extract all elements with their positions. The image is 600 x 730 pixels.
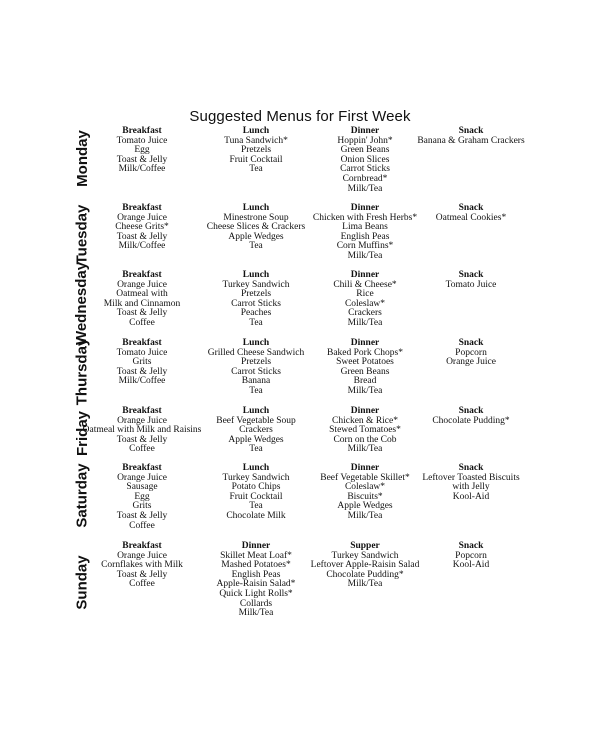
menu-item: Apple Wedges <box>337 501 393 512</box>
menu-item: Milk/Tea <box>238 608 274 619</box>
menu-item: Milk and Cinnamon <box>103 298 181 309</box>
menu-item: Milk/Tea <box>347 444 383 455</box>
menu-item: Toast & Jelly <box>116 569 168 580</box>
menu-item: Apple Wedges <box>228 231 284 242</box>
menu-item: Beef Vegetable Soup <box>216 415 296 426</box>
menu-item: Bread <box>353 376 377 387</box>
menu-item: Oatmeal with <box>116 289 168 300</box>
menu-item: Orange Juice <box>117 279 167 290</box>
menu-item: Pretzels <box>240 289 272 300</box>
menu-item: Crackers <box>348 308 382 319</box>
meal-heading: Breakfast <box>122 338 162 348</box>
menu-item: Apple-Raisin Salad* <box>216 579 296 590</box>
meal-heading: Dinner <box>350 270 380 280</box>
menu-item: Pretzels <box>240 357 272 368</box>
menu-item: Banana & Graham Crackers <box>417 135 525 146</box>
menu-item: Milk/Coffee <box>118 241 166 252</box>
menu-item: Popcorn <box>455 347 487 358</box>
menu-item: Orange Juice <box>117 415 167 426</box>
menu-item: Leftover Apple-Raisin Salad <box>310 560 420 571</box>
meal-heading: Snack <box>458 203 484 213</box>
menu-item: Milk/Tea <box>347 579 383 590</box>
menu-item: Sausage <box>126 482 158 493</box>
menu-item: Toast & Jelly <box>116 231 168 242</box>
meal-heading: Breakfast <box>122 126 162 136</box>
menu-item: Green Beans <box>340 145 390 156</box>
menu-item: with Jelly <box>452 482 490 493</box>
menu-item: Grilled Cheese Sandwich <box>207 347 305 358</box>
day-name: Monday <box>73 129 91 187</box>
menu-item: Tomato Juice <box>116 135 168 146</box>
meal-heading: Snack <box>458 541 484 551</box>
menu-item: Chocolate Pudding* <box>326 569 404 580</box>
meal-heading: Snack <box>458 463 484 473</box>
page-title: Suggested Menus for First Week <box>189 108 411 125</box>
menu-item: Apple Wedges <box>228 434 284 445</box>
menu-item: Cheese Grits* <box>115 222 169 233</box>
menu-item: Potato Chips <box>231 482 281 493</box>
menu-item: Milk/Tea <box>347 250 383 261</box>
menu-item: Hoppin' John* <box>337 135 393 146</box>
menu-item: Collards <box>239 598 273 609</box>
menu-item: Kool-Aid <box>452 560 490 571</box>
day-name: Tuesday <box>73 204 91 264</box>
menu-item: Tomato Juice <box>116 347 168 358</box>
menu-item: Cornflakes with Milk <box>101 560 183 571</box>
meal-snack <box>396 542 546 571</box>
menu-item: English Peas <box>231 569 281 580</box>
meal-snack <box>396 271 546 290</box>
menu-item: Egg <box>134 145 150 156</box>
menu-item: Peaches <box>240 308 272 319</box>
menu-item: Milk/Tea <box>347 317 383 328</box>
menu-item: Coffee <box>129 317 155 328</box>
menu-item: Turkey Sandwich <box>222 472 290 483</box>
menu-item: Milk/Coffee <box>118 164 166 175</box>
meal-heading: Breakfast <box>122 270 162 280</box>
menu-item: Fruit Cocktail <box>229 491 283 502</box>
meal-heading: Supper <box>350 541 380 551</box>
meal-snack <box>396 204 546 223</box>
menu-item: Tea <box>249 317 263 328</box>
meal-heading: Lunch <box>242 270 270 280</box>
meal-heading: Lunch <box>242 463 270 473</box>
menu-item: Orange Juice <box>117 550 167 561</box>
meal-heading: Breakfast <box>122 203 162 213</box>
menu-item: Chocolate Pudding* <box>432 415 510 426</box>
day-name: Thursday <box>73 337 91 405</box>
menu-item: Fruit Cocktail <box>229 154 283 165</box>
meal-heading: Snack <box>458 338 484 348</box>
menu-item: Orange Juice <box>446 357 496 368</box>
menu-item: Toast & Jelly <box>116 366 168 377</box>
menu-item: Coleslaw* <box>344 298 386 309</box>
menu-item: Cornbread* <box>342 173 388 184</box>
meal-heading: Dinner <box>350 406 380 416</box>
menu-item: Grits <box>132 501 152 512</box>
menu-item: Carrot Sticks <box>231 366 281 377</box>
menu-item: Green Beans <box>340 366 390 377</box>
meal-heading: Lunch <box>242 338 270 348</box>
meal-heading: Lunch <box>242 126 270 136</box>
menu-item: Baked Pork Chops* <box>327 347 403 358</box>
menu-item: Tea <box>249 385 263 396</box>
menu-item: Leftover Toasted Biscuits <box>422 472 520 483</box>
menu-item: Coffee <box>129 520 155 531</box>
meal-heading: Lunch <box>242 203 270 213</box>
menu-item: Corn Muffins* <box>336 241 394 252</box>
menu-item: Milk/Coffee <box>118 376 166 387</box>
meal-heading: Dinner <box>350 338 380 348</box>
menu-item: Coleslaw* <box>344 482 386 493</box>
menu-item: Egg <box>134 491 150 502</box>
meal-heading: Dinner <box>350 203 380 213</box>
meal-heading: Dinner <box>241 541 271 551</box>
meal-heading: Snack <box>458 126 484 136</box>
menu-item: Rice <box>356 289 374 300</box>
menu-item: Tomato Juice <box>445 279 497 290</box>
menu-item: Milk/Tea <box>347 385 383 396</box>
menu-item: Tea <box>249 501 263 512</box>
menu-item: Chocolate Milk <box>226 510 286 521</box>
menu-item: Tea <box>249 241 263 252</box>
meal-heading: Breakfast <box>122 406 162 416</box>
menu-item: Milk/Tea <box>347 510 383 521</box>
menu-item: Pretzels <box>240 145 272 156</box>
meal-heading: Breakfast <box>122 463 162 473</box>
menu-item: Orange Juice <box>117 472 167 483</box>
menu-item: Banana <box>241 376 271 387</box>
menu-item: Oatmeal with Milk and Raisins <box>82 425 202 436</box>
menu-item: Oatmeal Cookies* <box>435 212 507 223</box>
menu-item: Toast & Jelly <box>116 510 168 521</box>
menu-item: Corn on the Cob <box>333 434 397 445</box>
menu-item: Tea <box>249 164 263 175</box>
menu-item: Toast & Jelly <box>116 434 168 445</box>
menu-item: Toast & Jelly <box>116 154 168 165</box>
menu-item: Minestrone Soup <box>223 212 289 223</box>
menu-item: Skillet Meat Loaf* <box>220 550 292 561</box>
menu-item: Chicken & Rice* <box>332 415 398 426</box>
menu-item: Carrot Sticks <box>340 164 390 175</box>
meal-snack <box>396 339 546 368</box>
menu-item: Popcorn <box>455 550 487 561</box>
menu-item: Tea <box>249 444 263 455</box>
meal-snack <box>396 127 546 146</box>
meal-heading: Dinner <box>350 126 380 136</box>
menu-item: Stewed Tomatoes* <box>329 425 401 436</box>
menu-item: Milk/Tea <box>347 183 383 194</box>
meal-heading: Dinner <box>350 463 380 473</box>
day-name: Sunday <box>73 554 91 610</box>
menu-item: Chili & Cheese* <box>333 279 397 290</box>
menu-item: Crackers <box>239 425 273 436</box>
menu-item: English Peas <box>340 231 390 242</box>
menu-item: Lima Beans <box>342 222 388 233</box>
menu-item: Quick Light Rolls* <box>219 588 293 599</box>
menu-item: Turkey Sandwich <box>222 279 290 290</box>
menu-item: Cheese Slices & Crackers <box>206 222 306 233</box>
day-name: Friday <box>73 410 91 456</box>
meal-snack <box>396 407 546 426</box>
menu-item: Mashed Potatoes* <box>221 560 291 571</box>
day-name: Saturday <box>73 462 91 528</box>
meal-heading: Snack <box>458 406 484 416</box>
meal-heading: Snack <box>458 270 484 280</box>
menu-item: Biscuits* <box>347 491 383 502</box>
menu-item: Tuna Sandwich* <box>224 135 288 146</box>
menu-item: Onion Slices <box>340 154 390 165</box>
menu-item: Grits <box>132 357 152 368</box>
menu-item: Beef Vegetable Skillet* <box>320 472 410 483</box>
menu-item: Chicken with Fresh Herbs* <box>312 212 418 223</box>
menu-item: Orange Juice <box>117 212 167 223</box>
menu-item: Coffee <box>129 579 155 590</box>
meal-heading: Lunch <box>242 406 270 416</box>
menu-item: Carrot Sticks <box>231 298 281 309</box>
menu-item: Kool-Aid <box>452 491 490 502</box>
menu-item: Coffee <box>129 444 155 455</box>
menu-item: Turkey Sandwich <box>331 550 399 561</box>
meal-heading: Breakfast <box>122 541 162 551</box>
menu-item: Toast & Jelly <box>116 308 168 319</box>
menu-item: Sweet Potatoes <box>336 357 394 368</box>
day-name: Wednesday <box>73 261 91 345</box>
meal-snack <box>396 464 546 502</box>
